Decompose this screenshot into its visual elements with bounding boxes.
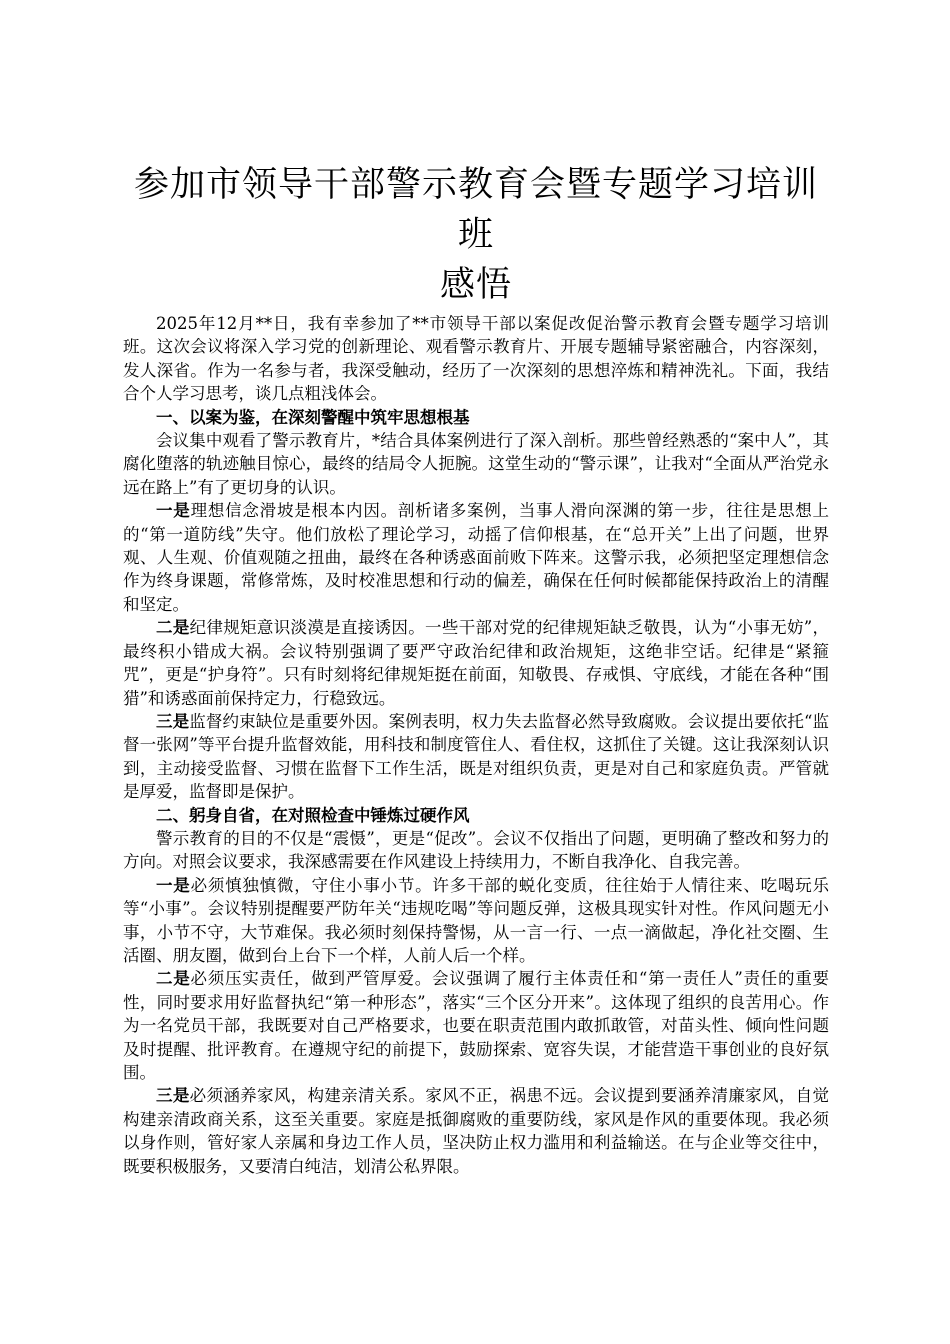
- section-2-point-3: [123, 1084, 829, 1178]
- section-1-point-1: [123, 499, 829, 616]
- intro-paragraph: 2025年12月**日，我有幸参加了**市领导干部以案促改促治警示教育会暨专题学习培训班。这次会议将深入学习党的创新理论、观看警示教育片、开展专题辅导紧密融合，内容深刻，发人深省。作为一名参与者，我深受触动，经历了一次深刻的思想淬炼和精神洗礼。下面，我结合个人学习思考，谈几点粗浅体会。: [123, 314, 829, 404]
- section-2-intro: 警示教育的目的不仅是“震慑”，更是“促改”。会议不仅指出了问题，更明确了整改和努力的方向。对照会议要求，我深感需要在作风建设上持续用力，不断自我净化、自我完善。: [123, 828, 829, 872]
- point-lead: 三是: [156, 711, 190, 731]
- section-1-point-3: [123, 710, 829, 804]
- point-text: 理想信念滑坡是根本内因。剖析诸多案例，当事人滑向深渊的第一步，往往是思想上的“第一道防线”失守。他们放松了理论学习，动摇了信仰根基，在“总开关”上出了问题，世界观、人生观、价值观随之扭曲，最终在各种诱惑面前败下阵来。这警示我，必须把坚定理想信念作为终身课题，常修常炼，及时校准思想和行动的偏差，确保在任何时候都能保持政治上的清醒和坚定。: [123, 501, 830, 614]
- point-lead: 二是: [156, 969, 191, 989]
- point-text: 必须涵养家风，构建亲清关系。家风不正，祸患不远。会议提到要涵养清廉家风，自觉构建亲清政商关系，这至关重要。家庭是抵御腐败的重要防线，家风是作风的重要体现。我必须以身作则，管好家人亲属和身边工作人员，坚决防止权力滥用和利益输送。在与企业等交往中，既要积极服务，又要清白纯洁，划清公私界限。: [123, 1086, 830, 1176]
- section-1-point-2: [123, 616, 829, 710]
- title-line-1: 参加市领导干部警示教育会暨专题学习培训班: [133, 165, 818, 255]
- section-2-point-2: [123, 967, 829, 1084]
- point-lead: 一是: [156, 501, 191, 521]
- point-lead: 三是: [156, 1086, 190, 1106]
- point-text: 必须压实责任，做到严管厚爱。会议强调了履行主体责任和“第一责任人”责任的重要性，同时要求用好监督执纪“第一种形态”，落实“三个区分开来”。这体现了组织的良苦用心。作为一名党员干部，我既要对自己严格要求，也要在职责范围内敢抓敢管，对苗头性、倾向性问题及时提醒、批评教育。在遵规守纪的前提下，鼓励探索、宽容失误，才能营造干事创业的良好氛围。: [123, 969, 830, 1082]
- title-line-2: 感悟: [439, 265, 512, 305]
- point-text: 必须慎独慎微，守住小事小节。许多干部的蜕化变质，往往始于人情往来、吃喝玩乐等“小事”。会议特别提醒要严防年关“违规吃喝”等问题反弹，这极具现实针对性。作风问题无小事，小节不守，大节难保。我必须时刻保持警惕，从一言一行、一点一滴做起，净化社交圈、生活圈、朋友圈，做到台上台下一个样，人前人后一个样。: [123, 875, 830, 965]
- point-text: 纪律规矩意识淡漠是直接诱因。一些干部对党的纪律规矩缺乏敬畏，认为“小事无妨”，最终积小错成大祸。会议特别强调了要严守政治纪律和政治规矩，这绝非空话。纪律是“紧箍咒”，更是“护身符”。只有时刻将纪律规矩挺在前面，知敬畏、存戒惧、守底线，才能在各种“围猎”和诱惑面前保持定力，行稳致远。: [123, 618, 830, 708]
- point-text: 监督约束缺位是重要外因。案例表明，权力失去监督必然导致腐败。会议提出要依托“监督一张网”等平台提升监督效能，用科技和制度管住人、看住权，这抓住了关键。这让我深刻认识到，主动接受监督、习惯在监督下工作生活，既是对组织负责，更是对自己和家庭负责。严管就是厚爱，监督即是保护。: [123, 711, 830, 802]
- document-page: [123, 160, 829, 1178]
- document-title: [123, 160, 829, 310]
- point-lead: 二是: [156, 618, 190, 638]
- section-1-intro: 会议集中观看了警示教育片，*结合具体案例进行了深入剖析。那些曾经熟悉的“案中人”，其腐化堕落的轨迹触目惊心，最终的结局令人扼腕。这堂生动的“警示课”，让我对“全面从严治党永远在路上”有了更切身的认识。: [123, 431, 829, 497]
- section-2-point-1: [123, 874, 829, 968]
- section-2-heading: 二、躬身自省，在对照检查中锤炼过硬作风: [156, 805, 470, 825]
- point-lead: 一是: [156, 875, 191, 895]
- section-1-heading: 一、以案为鉴，在深刻警醒中筑牢思想根基: [156, 407, 470, 427]
